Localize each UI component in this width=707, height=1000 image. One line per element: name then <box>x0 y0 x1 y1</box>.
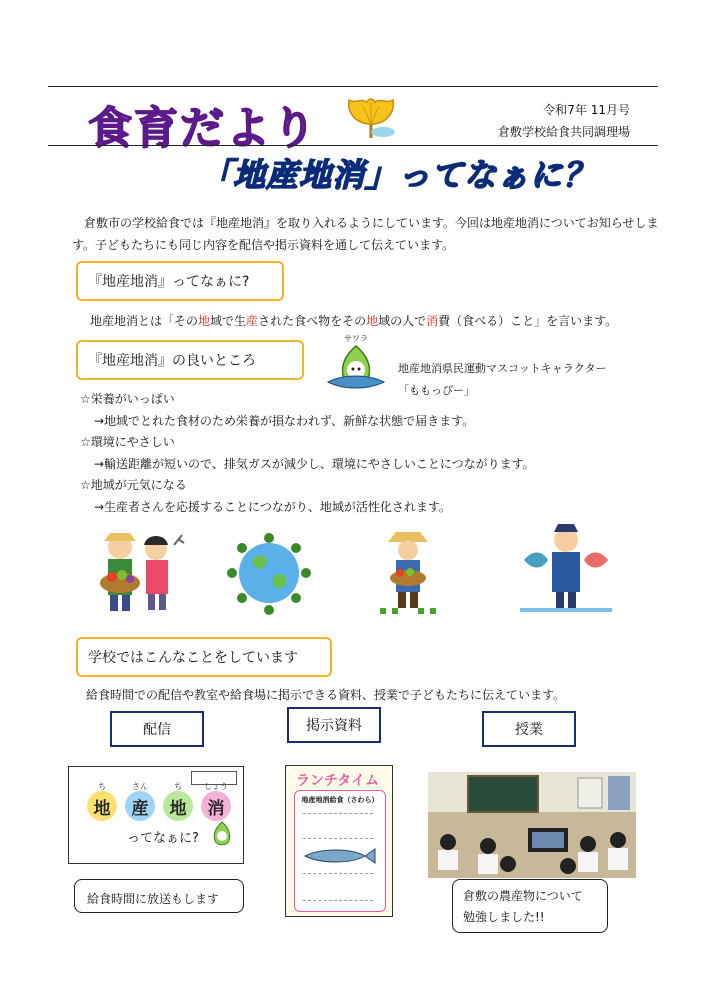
lesson-caption <box>452 879 608 933</box>
farmers-with-vegetables-illustration <box>92 525 188 615</box>
slide-question: ってなぁに? <box>127 831 199 846</box>
lunchtime-poster <box>285 765 393 917</box>
benefit-title: ☆栄養がいっぱい <box>80 392 175 406</box>
benefit-list <box>80 389 680 518</box>
chisanchisho-bubbles: 地 産 地 消 <box>87 791 231 821</box>
lesson-caption-line: 勉強しました!! <box>463 910 545 924</box>
broadcast-slide <box>68 766 244 864</box>
classroom-photo <box>428 772 636 878</box>
mascot-name: 「ももっぴー」 <box>398 384 475 397</box>
mascot-description: 地産地消県民運動マスコットキャラクター <box>398 362 607 375</box>
publisher-name: 倉敷学校給食共同調理場 <box>497 125 630 139</box>
section-heading-benefits: 『地産地消』の良いところ <box>76 340 304 380</box>
section-heading-school-activities: 学校ではこんなことをしています <box>76 637 332 677</box>
poster-text-lines <box>303 813 373 839</box>
ruby-row: ち さん ち しょう <box>98 782 228 791</box>
poster-text-lines <box>303 873 373 901</box>
intro-paragraph: 倉敷市の学校給食では『地産地消』を取り入れるようにしています。今回は地産地消についてお知らせします。子どもたちにも同じ内容を配信や掲示資料を通して伝えています。 <box>72 216 659 252</box>
lesson-caption-line: 倉敷の農産物について <box>463 889 583 903</box>
benefit-title: ☆地域が元気になる <box>80 478 187 492</box>
issue-date: 令和7年 11月号 <box>543 103 630 117</box>
benefit-title: ☆環境にやさしい <box>80 435 175 449</box>
header-bottom-rule <box>48 145 658 146</box>
tab-lessons: 授業 <box>482 711 576 747</box>
ginkgo-leaf-icon <box>345 94 397 140</box>
poster-frame <box>294 790 386 912</box>
fish-icon <box>303 847 377 865</box>
benefit-detail: →地域でとれた食材のため栄養が損なわれず、新鮮な状態で届きます。 <box>94 413 475 428</box>
mascot-small-icon <box>209 821 235 851</box>
activities-description: 給食時間での配信や教室や給食場に掲示できる資料、授業で子どもたちに伝えています。 <box>86 688 566 702</box>
tab-broadcast: 配信 <box>110 711 204 747</box>
section-heading-what-is: 『地産地消』ってなぁに? <box>76 261 284 301</box>
farmer-with-basket-illustration <box>378 528 438 616</box>
poster-title: ランチタイム <box>296 773 380 789</box>
poster-subtitle: 地産地消給食（さわら） <box>301 796 379 804</box>
benefit-detail: →生産者さんを応援することにつながり、地域が活性化されます。 <box>94 499 451 514</box>
header-top-rule <box>48 86 658 87</box>
definition-text: 地産地消とは「その地域で生産された食べ物をその地域の人で消費（食べる）こと」を言います。 <box>90 314 618 328</box>
tab-posters: 掲示資料 <box>287 707 381 743</box>
fisherman-illustration <box>520 520 612 616</box>
main-title: 「地産地消」ってなぁに？ <box>200 156 597 194</box>
earth-with-trees-illustration <box>226 530 312 616</box>
benefit-detail: →輸送距離が短いので、排気ガスが減少し、環境にやさしいことにつながります。 <box>94 456 535 471</box>
mascot-momoppy <box>324 333 388 395</box>
mascot-tag: サワラ <box>344 334 368 343</box>
broadcast-caption: 給食時間に放送もします <box>74 879 244 913</box>
masthead-title: 食育だより <box>88 92 318 156</box>
